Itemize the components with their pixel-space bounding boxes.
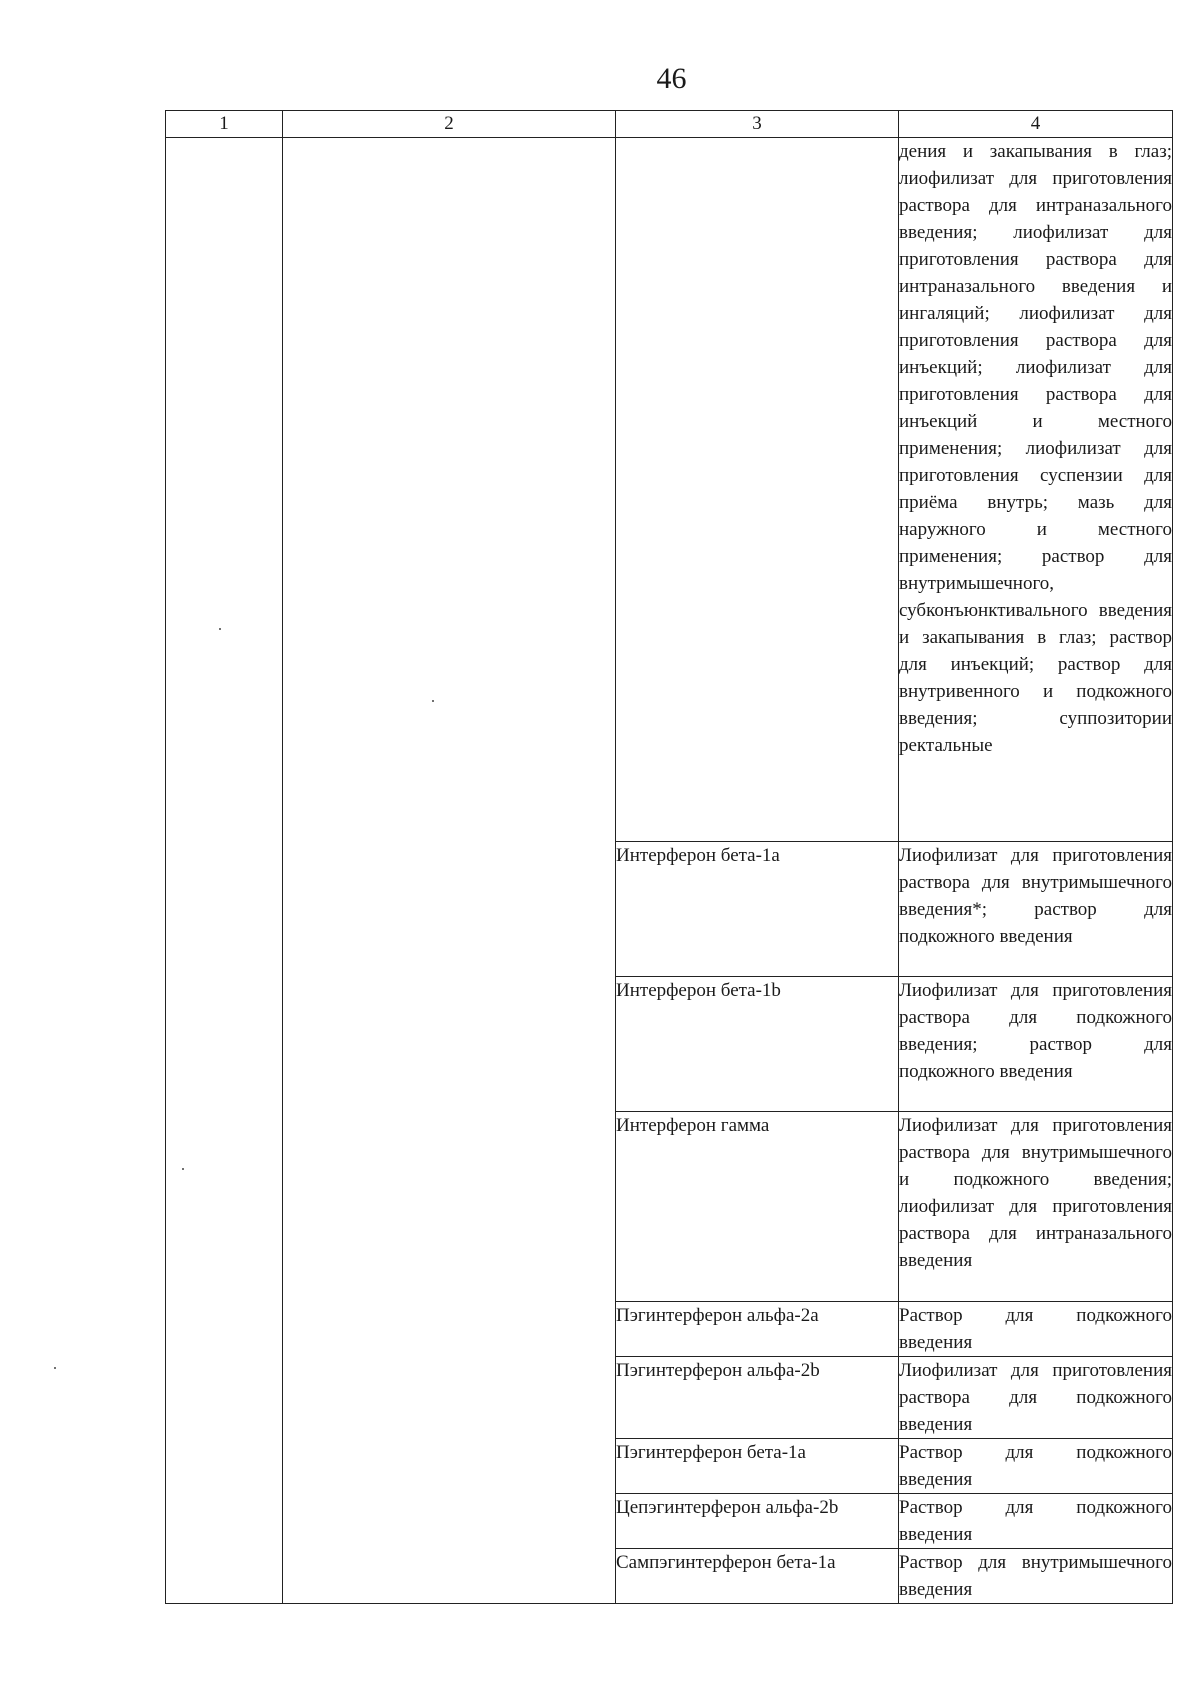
dosage-form-cell: Лиофилизат для приготовления раствора для подкожного введения; раствор для подкожного введения	[899, 977, 1173, 1112]
dosage-form-cell: Раствор для подкожного введения	[899, 1439, 1173, 1494]
drug-name-cell: Интерферон бета-1b	[616, 977, 899, 1112]
scan-speck	[219, 628, 221, 630]
table-row	[166, 138, 1173, 842]
column-2-cell	[283, 138, 616, 1604]
drug-name-cell: Пэгинтерферон альфа-2b	[616, 1357, 899, 1439]
drug-table	[165, 110, 1173, 1604]
drug-name-cell: Пэгинтерферон бета-1a	[616, 1439, 899, 1494]
scan-speck	[54, 1367, 56, 1369]
scan-speck	[432, 700, 434, 702]
scan-speck	[182, 1168, 184, 1170]
dosage-form-cell: Лиофилизат для приготовления раствора для подкожного введения	[899, 1357, 1173, 1439]
column-header-4: 4	[899, 111, 1173, 138]
page-number: 46	[656, 62, 687, 95]
drug-name-cell: Сампэгинтерферон бета-1a	[616, 1549, 899, 1604]
drug-name-cell: Интерферон бета-1a	[616, 842, 899, 977]
drug-name-cell	[616, 138, 899, 842]
dosage-form-cell: дения и закапывания в глаз; лиофилизат для приготовления раствора для интраназального введения; лиофилизат для приготовления раствора для интраназального введения и ингаляций; лиофилизат для приготовления раствора для инъекций; лиофилизат для приготовления раствора для инъекций и местного применения; лиофилизат для приготовления суспензии для приёма внутрь; мазь для наружного и местного применения; раствор для внутримышечного, субконъюнктивального введения и закапывания в глаз; раствор для инъекций; раствор для внутривенного и подкожного введения; суппозитории ректальные	[899, 138, 1173, 842]
column-header-1: 1	[166, 111, 283, 138]
column-header-3: 3	[616, 111, 899, 138]
drug-name-cell: Цепэгинтерферон альфа-2b	[616, 1494, 899, 1549]
dosage-form-cell: Раствор для подкожного введения	[899, 1302, 1173, 1357]
table-header-row	[166, 111, 1173, 138]
column-1-cell	[166, 138, 283, 1604]
drug-name-cell: Пэгинтерферон альфа-2a	[616, 1302, 899, 1357]
dosage-form-cell: Раствор для внутримышечного введения	[899, 1549, 1173, 1604]
dosage-form-cell: Лиофилизат для приготовления раствора для внутримышечного введения*; раствор для подкожного введения	[899, 842, 1173, 977]
dosage-form-cell: Раствор для подкожного введения	[899, 1494, 1173, 1549]
drug-name-cell: Интерферон гамма	[616, 1112, 899, 1302]
dosage-form-cell: Лиофилизат для приготовления раствора для внутримышечного и подкожного введения; лиофилизат для приготовления раствора для интраназального введения	[899, 1112, 1173, 1302]
column-header-2: 2	[283, 111, 616, 138]
